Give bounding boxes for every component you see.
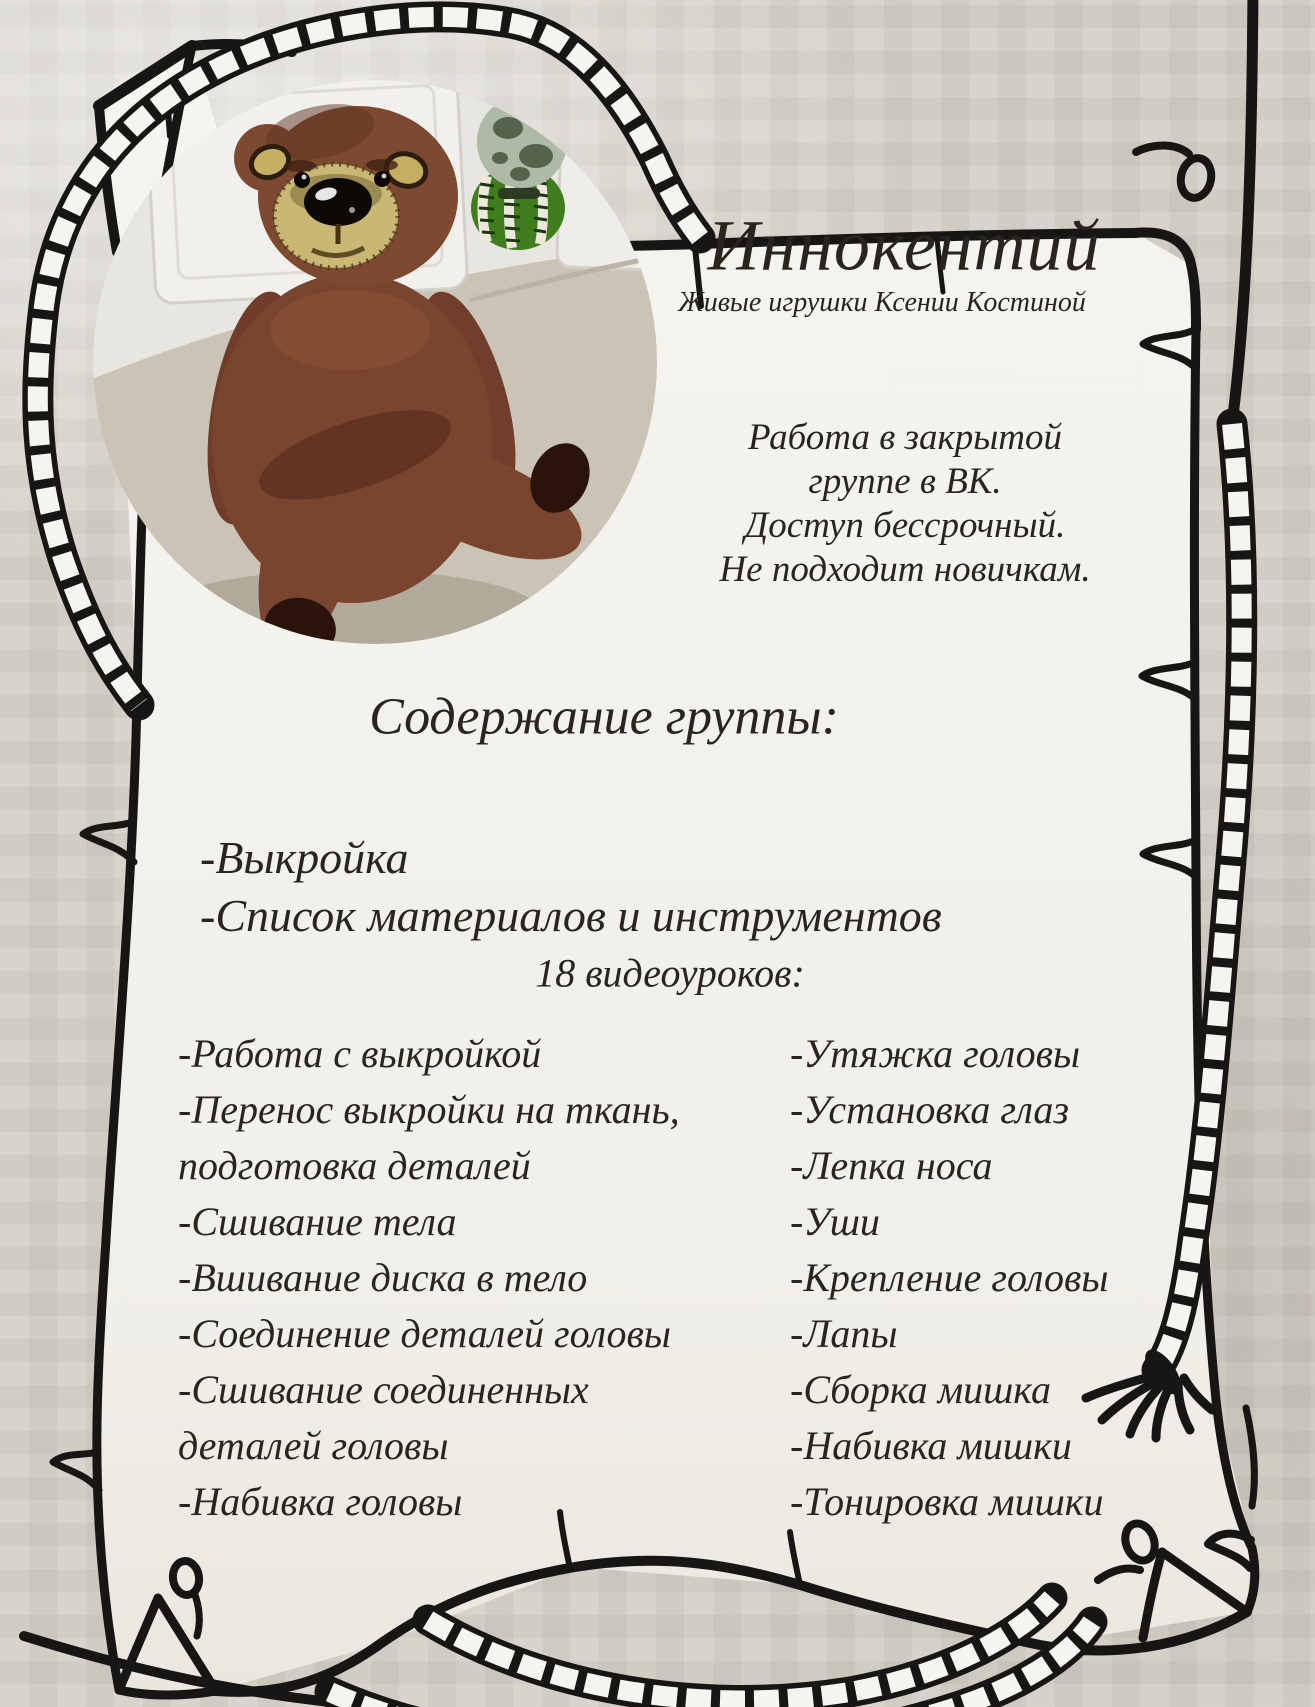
lesson-item: -Соединение деталей головы <box>178 1311 671 1356</box>
lesson-item: -Тонировка мишки <box>790 1479 1104 1524</box>
lesson-item: -Перенос выкройки на ткань, подготовка деталей <box>178 1087 680 1188</box>
lesson-item: -Уши <box>790 1199 880 1244</box>
lesson-item: -Сшивание соединенных деталей головы <box>178 1367 589 1468</box>
lesson-item: -Лепка носа <box>790 1143 993 1188</box>
lesson-item: -Набивка головы <box>178 1479 463 1524</box>
intro-text <box>719 416 1090 592</box>
lesson-item: -Утяжка головы <box>790 1031 1081 1076</box>
includes-item: -Выкройка <box>200 832 409 883</box>
intro-line: Работа в закрытой <box>747 417 1063 458</box>
intro-line: Не подходит новичкам. <box>719 549 1091 590</box>
includes-list <box>200 829 942 945</box>
lesson-item: -Вшивание диска в тело <box>178 1255 588 1300</box>
lesson-item: -Сшивание тела <box>178 1199 457 1244</box>
lesson-item: -Сборка мишка <box>790 1367 1052 1412</box>
intro-line: Доступ бессрочный. <box>744 505 1066 546</box>
lessons-column-right <box>790 1026 1290 1530</box>
lesson-item: -Крепление головы <box>790 1255 1109 1300</box>
lesson-item: -Установка глаз <box>790 1087 1070 1132</box>
page-subtitle: Живые игрушки Ксении Костиной <box>678 287 1086 318</box>
intro-line: группе в ВК. <box>808 461 1002 502</box>
lessons-column-left <box>178 1026 738 1530</box>
lesson-item: -Лапы <box>790 1311 898 1356</box>
includes-item: -Список материалов и инструментов <box>200 890 942 941</box>
lesson-item: -Набивка мишки <box>790 1423 1072 1468</box>
lessons-heading: 18 видеоуроков: <box>535 950 805 996</box>
page-title: Иннокентий <box>707 205 1101 286</box>
contents-heading: Содержание группы: <box>369 688 839 746</box>
lesson-item: -Работа с выкройкой <box>178 1031 542 1076</box>
